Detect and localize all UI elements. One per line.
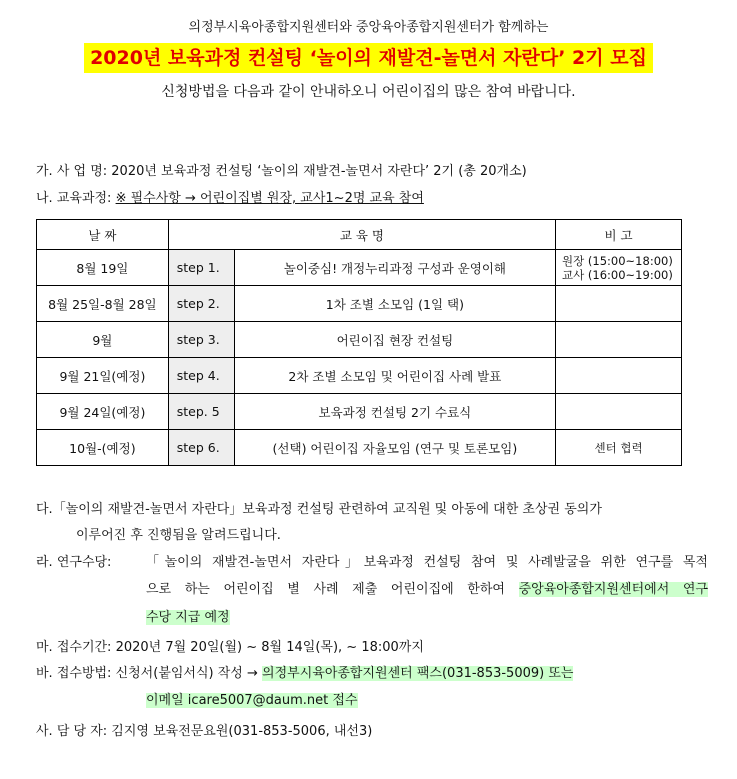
row-step: step 3. <box>168 322 234 358</box>
item-portrait-consent-line1: 다.「놀이의 재발견-놀면서 자란다」보육과정 컨설팅 관련하여 교직원 및 아동에 대한 초상권 동의가 <box>36 502 602 517</box>
item-research-highlight-2: 수당 지급 예정 <box>146 610 230 625</box>
item-method-email: 이메일 icare5007@daum.net 접수 <box>146 693 358 708</box>
item-portrait-consent-line2: 이루어진 후 진행됨을 알려드립니다. <box>76 528 281 543</box>
item-research-line2-text: 으로 하는 어린이집 별 사례 제출 어린이집에 한하여 <box>146 582 519 597</box>
row-note <box>556 358 682 394</box>
table-row <box>37 286 682 322</box>
page-title: 2020년 보육과정 컨설팅 ‘놀이의 재발견-놀면서 자란다’ 2기 모집 <box>84 43 653 73</box>
row-note <box>556 394 682 430</box>
row-note <box>556 250 682 286</box>
row-step: step 6. <box>168 430 234 466</box>
item-research-line2 <box>146 578 708 597</box>
item-method-label: 바. 접수방법: 신청서(붙임서식) 작성 → <box>36 666 263 681</box>
header-note: 비 고 <box>556 220 682 250</box>
item-research-label: 라. 연구수당: <box>36 555 112 570</box>
item-research-line1: 「놀이의 재발견-놀면서 자란다」보육과정 컨설팅 참여 및 사례발굴을 위한 연구를 목적 <box>146 555 708 570</box>
item-method-line1 <box>36 662 573 681</box>
table-row <box>37 394 682 430</box>
intro-text: 신청방법을 다음과 같이 안내하오니 어린이집의 많은 참여 바랍니다. <box>161 84 576 100</box>
table-header-row <box>37 220 682 250</box>
item-period: 마. 접수기간: 2020년 7월 20일(월) ~ 8월 14일(목), ~ 18:00까지 <box>36 640 424 655</box>
row-date: 10월-(예정) <box>37 430 169 466</box>
table-row <box>37 250 682 286</box>
row-date: 9월 24일(예정) <box>37 394 169 430</box>
item-project-name: 가. 사 업 명: 2020년 보육과정 컨설팅 ‘놀이의 재발견-놀면서 자란다’ 2기 (총 20개소) <box>36 164 527 179</box>
item-curriculum <box>36 187 424 206</box>
header-date: 날 짜 <box>37 220 169 250</box>
row-title: 1차 조별 소모임 (1일 택) <box>234 286 555 322</box>
item-method-line2 <box>146 689 358 708</box>
row-step: step 2. <box>168 286 234 322</box>
row-step: step 1. <box>168 250 234 286</box>
row-date: 9월 21일(예정) <box>37 358 169 394</box>
note-teacher: 교사 (16:00~19:00) <box>562 267 673 282</box>
subtitle: 의정부시육아종합지원센터와 중앙육아종합지원센터가 함께하는 <box>188 20 549 35</box>
row-note <box>556 322 682 358</box>
table-row <box>37 322 682 358</box>
note-director: 원장 (15:00~18:00) <box>562 253 673 268</box>
item-curriculum-value: ※ 필수사항 → 어린이집별 원장, 교사1~2명 교육 참여 <box>115 191 424 206</box>
row-title: 어린이집 현장 컨설팅 <box>234 322 555 358</box>
row-note: 센터 협력 <box>556 430 682 466</box>
schedule-table <box>36 219 682 466</box>
item-method-fax: 의정부시육아종합지원센터 팩스(031-853-5009) 또는 <box>262 666 574 681</box>
row-note <box>556 286 682 322</box>
table-row <box>37 430 682 466</box>
item-contact: 사. 담 당 자: 김지영 보육전문요원(031-853-5006, 내선3) <box>36 724 373 739</box>
title-wrap <box>0 43 737 73</box>
item-research-line3 <box>146 606 230 625</box>
item-research-highlight: 중앙육아종합지원센터에서 연구 <box>518 582 708 597</box>
row-step: step. 5 <box>168 394 234 430</box>
row-date: 9월 <box>37 322 169 358</box>
header-course: 교 육 명 <box>168 220 555 250</box>
row-date: 8월 25일-8월 28일 <box>37 286 169 322</box>
row-date: 8월 19일 <box>37 250 169 286</box>
row-step: step 4. <box>168 358 234 394</box>
table-row <box>37 358 682 394</box>
row-title: 놀이중심! 개정누리과정 구성과 운영이해 <box>234 250 555 286</box>
row-title: 2차 조별 소모임 및 어린이집 사례 발표 <box>234 358 555 394</box>
row-title: (선택) 어린이집 자율모임 (연구 및 토론모임) <box>234 430 555 466</box>
item-curriculum-label: 나. 교육과정: <box>36 191 116 206</box>
row-title: 보육과정 컨설팅 2기 수료식 <box>234 394 555 430</box>
